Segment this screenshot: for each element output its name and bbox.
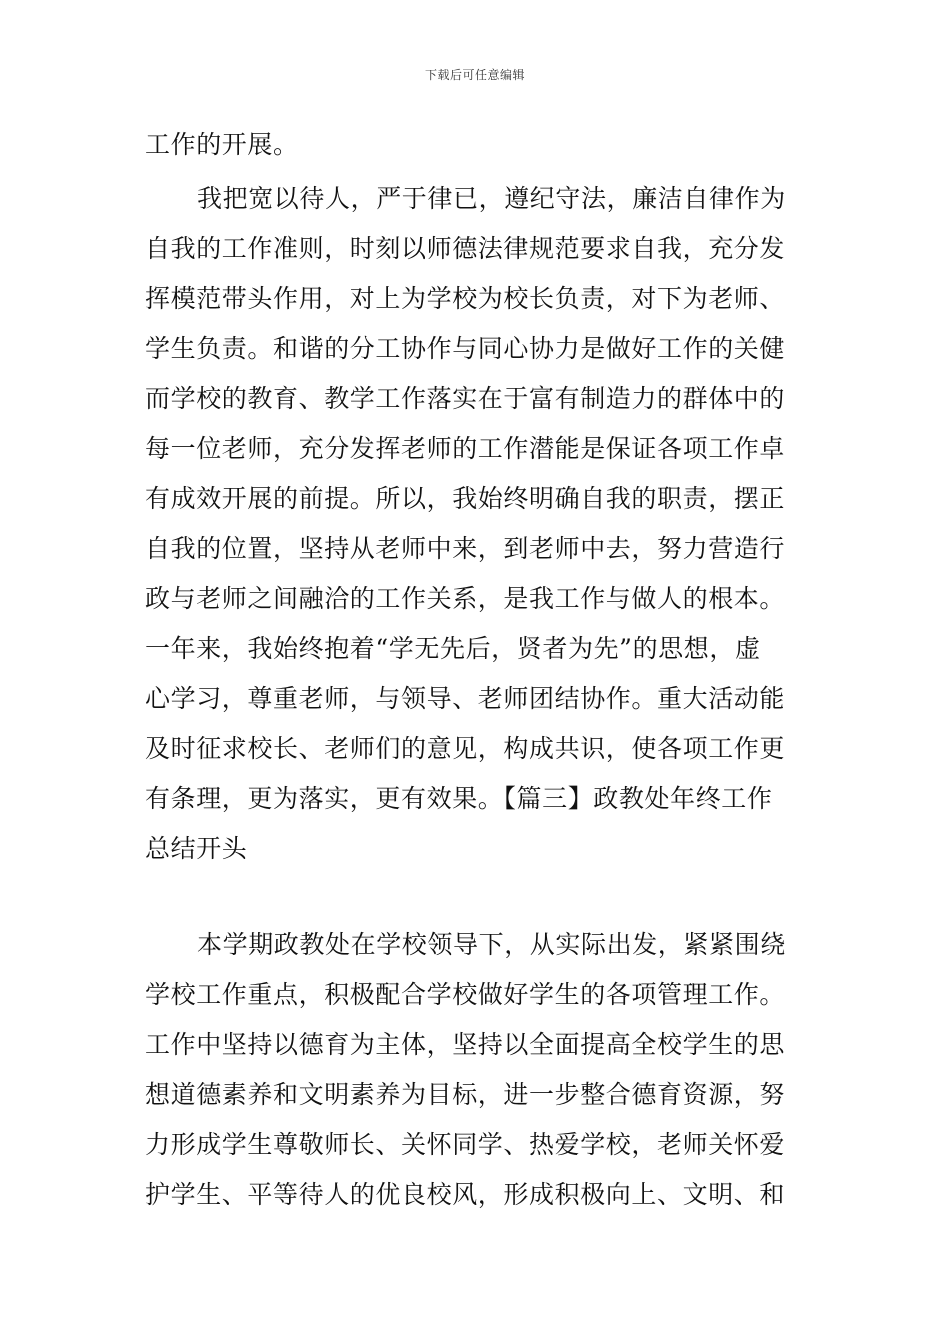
body-line: 工作的开展。 <box>145 130 299 159</box>
body-line: 工作中坚持以德育为主体，坚持以全面提高全校学生的思 <box>145 1030 786 1059</box>
body-line: 学校工作重点，积极配合学校做好学生的各项管理工作。 <box>145 980 786 1009</box>
body-line: 及时征求校长、老师们的意见，构成共识，使各项工作更 <box>145 734 786 763</box>
page-header: 下载后可任意编辑 <box>424 68 525 82</box>
body-line: 本学期政教处在学校领导下，从实际出发，紧紧围绕 <box>197 930 786 959</box>
body-line: 挥模范带头作用，对上为学校为校长负责，对下为老师、 <box>145 284 786 313</box>
body-line: 有成效开展的前提。所以，我始终明确自我的职责，摆正 <box>145 484 786 513</box>
body-line: 学生负责。和谐的分工协作与同心协力是做好工作的关健 <box>145 334 786 363</box>
body-line: 总结开头 <box>145 834 248 863</box>
body-line: 心学习，尊重老师，与领导、老师团结协作。重大活动能 <box>145 684 786 713</box>
body-line: 自我的工作准则，时刻以师德法律规范要求自我，充分发 <box>145 234 786 263</box>
body-line: 有条理，更为落实，更有效果。【篇三】政教处年终工作 <box>145 784 773 813</box>
body-line: 力形成学生尊敬师长、关怀同学、热爱学校，老师关怀爱 <box>145 1130 786 1159</box>
body-line: 护学生、平等待人的优良校风，形成积极向上、文明、和 <box>145 1180 786 1209</box>
body-line: 每一位老师，充分发挥老师的工作潜能是保证各项工作卓 <box>145 434 786 463</box>
body-line: 而学校的教育、教学工作落实在于富有制造力的群体中的 <box>145 384 786 413</box>
body-line: 想道德素养和文明素养为目标，进一步整合德育资源，努 <box>145 1080 786 1109</box>
body-line: 自我的位置，坚持从老师中来，到老师中去，努力营造行 <box>145 534 786 563</box>
body-line: 我把宽以待人，严于律已，遵纪守法，廉洁自律作为 <box>197 184 786 213</box>
body-line: 一年来，我始终抱着“学无先后，贤者为先”的思想，虚 <box>145 634 761 663</box>
body-line: 政与老师之间融洽的工作关系，是我工作与做人的根本。 <box>145 584 786 613</box>
